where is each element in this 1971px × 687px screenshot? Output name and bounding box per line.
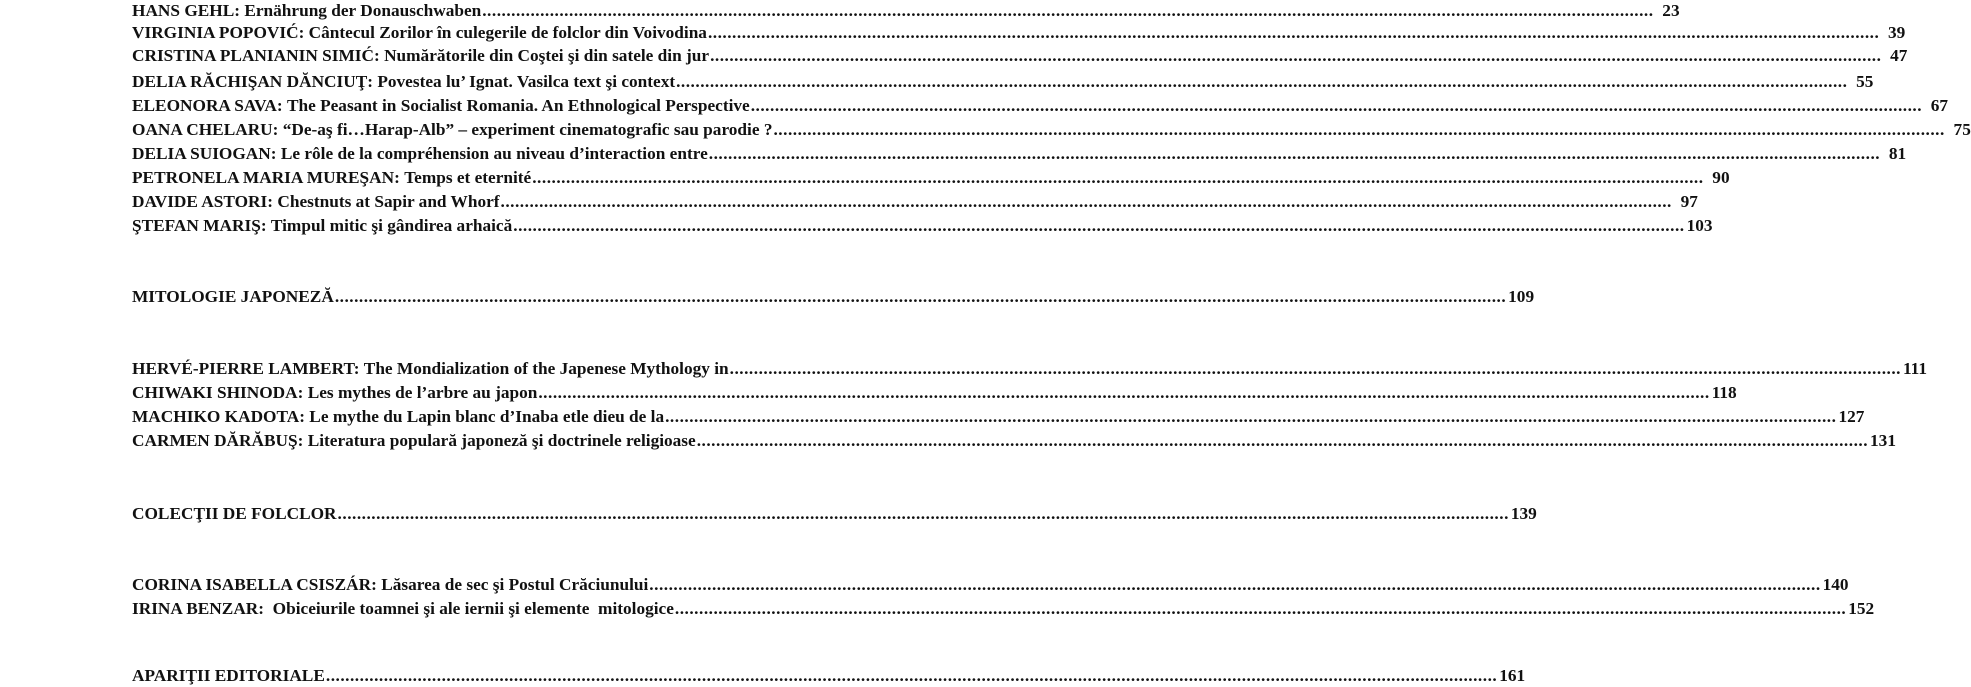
- entry-title: Chestnuts at Sapir and Whorf: [277, 192, 500, 211]
- toc-entry: [132, 167, 1730, 189]
- toc-entry: [132, 358, 1927, 380]
- dot-leader: [501, 191, 1672, 213]
- entry-page-number: 103: [1686, 216, 1713, 235]
- dot-leader: [708, 22, 1879, 44]
- entry-title: Le mythe du Lapin blanc d’Inaba etle dieu de la: [309, 407, 665, 426]
- entry-author: CARMEN DĂRĂBUŞ:: [132, 431, 304, 450]
- toc-section-heading: [132, 665, 1526, 687]
- entry-page-number: 140: [1822, 575, 1849, 594]
- dot-leader: [710, 45, 1881, 67]
- dot-leader: [482, 0, 1653, 22]
- section-page-number: 109: [1508, 287, 1535, 306]
- entry-title: Timpul mitic şi gândirea arhaică: [270, 216, 513, 235]
- entry-page-number: 97: [1680, 192, 1698, 211]
- section-page-number: 161: [1499, 666, 1526, 685]
- entry-page-number: 23: [1662, 1, 1680, 20]
- toc-entry: [132, 215, 1713, 237]
- dot-leader: [513, 215, 1684, 237]
- toc-section-heading: [132, 286, 1535, 308]
- entry-title: The Mondialization of the Japenese Mythology in: [363, 359, 729, 378]
- toc-entry: [132, 143, 1907, 165]
- entry-page-number: 131: [1870, 431, 1896, 450]
- entry-author: CORINA ISABELLA CSISZÁR:: [132, 575, 377, 594]
- toc-entry: [132, 0, 1680, 22]
- dot-leader: [338, 503, 1509, 525]
- toc-entry: [132, 574, 1849, 596]
- entry-author: MACHIKO KADOTA:: [132, 407, 305, 426]
- toc-entry: [132, 406, 1865, 428]
- entry-page-number: 75: [1953, 120, 1971, 139]
- toc-entry: [132, 598, 1875, 620]
- entry-page-number: 118: [1711, 383, 1737, 402]
- dot-leader: [675, 598, 1846, 620]
- entry-title: Literatura populară japoneză şi doctrinele religioase: [307, 431, 696, 450]
- toc-entry: [132, 382, 1737, 404]
- entry-author: HANS GEHL:: [132, 1, 241, 20]
- entry-page-number: 39: [1888, 23, 1906, 42]
- entry-author: HERVÉ-PIERRE LAMBERT:: [132, 359, 360, 378]
- dot-leader: [335, 286, 1506, 308]
- toc-entry: [132, 191, 1698, 213]
- entry-author: ŞTEFAN MARIŞ:: [132, 216, 267, 235]
- entry-title: Povestea lu’ Ignat. Vasilca text şi context: [377, 72, 676, 91]
- toc-entry: [132, 71, 1874, 93]
- entry-author: IRINA BENZAR:: [132, 599, 265, 618]
- entry-title: Lăsarea de sec şi Postul Crăciunului: [381, 575, 649, 594]
- entry-title: Le rôle de la compréhension au niveau d’interaction entre: [280, 144, 708, 163]
- dot-leader: [709, 143, 1880, 165]
- entry-title: Les mythes de l’arbre au japon: [307, 383, 538, 402]
- toc-section-heading: [132, 503, 1537, 525]
- toc-entry: [132, 430, 1896, 452]
- entry-page-number: 47: [1890, 46, 1908, 65]
- dot-leader: [697, 430, 1868, 452]
- dot-leader: [649, 574, 1820, 596]
- entry-author: DELIA SUIOGAN:: [132, 144, 277, 163]
- section-page-number: 139: [1510, 504, 1537, 523]
- entry-page-number: 67: [1930, 96, 1949, 115]
- dot-leader: [730, 358, 1901, 380]
- entry-page-number: 55: [1856, 72, 1874, 91]
- toc-entry: [132, 22, 1906, 44]
- entry-title: Numărătorile din Coştei şi din satele din jur: [384, 46, 710, 65]
- entry-page-number: 127: [1838, 407, 1865, 426]
- entry-title: Cântecul Zorilor în culegerile de folclor din Voivodina: [308, 23, 707, 42]
- section-title: APARIŢII EDITORIALE: [132, 666, 325, 685]
- entry-page-number: 111: [1902, 359, 1927, 378]
- dot-leader: [326, 665, 1497, 687]
- entry-author: OANA CHELARU:: [132, 120, 279, 139]
- entry-page-number: 81: [1888, 144, 1907, 163]
- dot-leader: [538, 382, 1709, 404]
- section-title: MITOLOGIE JAPONEZĂ: [132, 287, 334, 306]
- table-of-contents: [132, 0, 1971, 685]
- entry-author: ELEONORA SAVA:: [132, 96, 283, 115]
- entry-title: “De-aş fi…Harap-Alb” – experiment cinematografic sau parodie ?: [282, 120, 773, 139]
- entry-author: CRISTINA PLANIANIN SIMIĆ:: [132, 46, 380, 65]
- dot-leader: [665, 406, 1836, 428]
- dot-leader: [751, 95, 1922, 117]
- entry-author: CHIWAKI SHINODA:: [132, 383, 304, 402]
- entry-page-number: 90: [1712, 168, 1730, 187]
- entry-author: PETRONELA MARIA MUREŞAN:: [132, 168, 400, 187]
- entry-author: DAVIDE ASTORI:: [132, 192, 274, 211]
- toc-entry: [132, 45, 1908, 67]
- entry-title: Temps et eternité: [404, 168, 532, 187]
- entry-title: The Peasant in Socialist Romania. An Ethnological Perspective: [286, 96, 750, 115]
- toc-entry: [132, 119, 1971, 141]
- toc-section-heading-partial: [132, 665, 1526, 685]
- dot-leader: [676, 71, 1847, 93]
- entry-author: VIRGINIA POPOVIĆ:: [132, 23, 305, 42]
- section-title: COLECŢII DE FOLCLOR: [132, 504, 337, 523]
- dot-leader: [532, 167, 1703, 189]
- toc-entry: [132, 95, 1949, 117]
- dot-leader: [773, 119, 1944, 141]
- entry-title: Obiceiurile toamnei şi ale iernii şi elemente mitologice: [264, 599, 674, 618]
- entry-title: Ernährung der Donauschwaben: [244, 1, 482, 20]
- entry-author: DELIA RĂCHIŞAN DĂNCIUŢ:: [132, 72, 374, 91]
- entry-page-number: 152: [1848, 599, 1875, 618]
